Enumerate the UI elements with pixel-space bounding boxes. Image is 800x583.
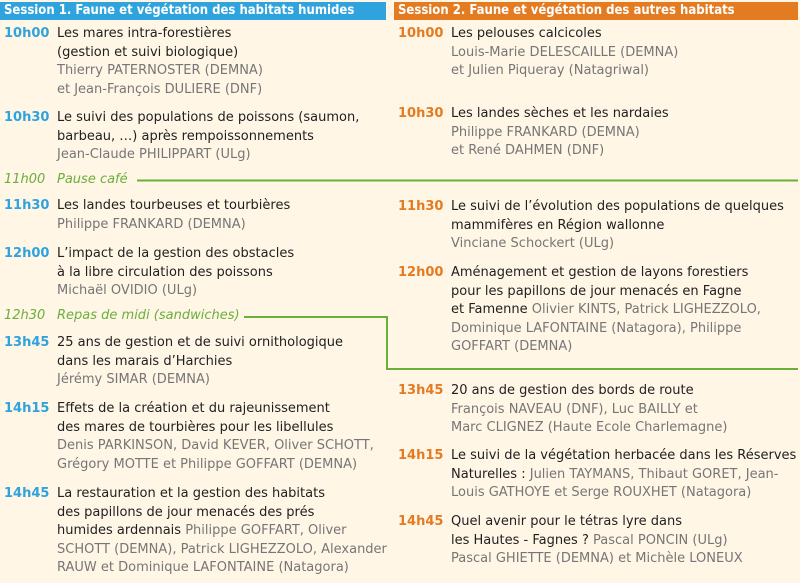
item-time: 12h00 (4, 246, 50, 261)
speaker-name: Marc CLIGNEZ (Haute Ecole Charlemagne) (451, 420, 728, 435)
speaker-name: Louis-Marie DELESCAILLE (DEMNA) (451, 44, 679, 60)
item-time: 10h30 (4, 110, 50, 125)
talk-title: mammifères en Région wallonne (451, 217, 665, 233)
item-line (451, 301, 800, 320)
speaker-name: Louis GATHOYE et Serge ROUXHET (Natagora) (451, 485, 752, 500)
item-time: 10h00 (4, 26, 50, 41)
talk-title: Quel avenir pour le tétras lyre dans (451, 514, 682, 529)
speaker-name: Philippe GOFFART, Oliver (185, 523, 347, 538)
speaker-name: GOFFART (DEMNA) (451, 339, 573, 354)
speaker-name: Pascal PONCIN (ULg) (593, 532, 728, 548)
item-body (451, 513, 800, 569)
item-time: 11h30 (398, 199, 444, 214)
talk-title: les Hautes - Fagnes ? (451, 532, 593, 548)
talk-title: (gestion et suivi biologique) (57, 44, 239, 60)
talk-title: Le suivi de l’évolution des populations de quelques (451, 199, 784, 214)
item-time: 10h00 (398, 26, 444, 41)
item-line (451, 320, 800, 339)
talk-title: L’impact de la gestion des obstacles (57, 246, 295, 261)
item-line (57, 559, 387, 578)
item-line (451, 338, 800, 357)
talk-title: La restauration et la gestion des habitats (57, 486, 325, 501)
talk-title: Aménagement et gestion de layons forestiers (451, 265, 749, 280)
talk-title: Les landes tourbeuses et tourbières (57, 198, 291, 213)
item-time: 10h30 (398, 106, 444, 121)
item-line (451, 447, 800, 466)
item-line (57, 371, 387, 390)
item-line (57, 485, 387, 504)
item-line (57, 437, 387, 456)
talk-title: pour les papillons de jour menacés en Fagne (451, 283, 742, 299)
speaker-name: Jean-Claude PHILIPPART (ULg) (57, 147, 251, 162)
item-body (451, 198, 800, 254)
item-body (57, 400, 387, 474)
item-line (451, 105, 800, 124)
talk-title: barbeau, …) après rempoissonnements (57, 128, 314, 144)
item-body (57, 245, 387, 301)
talk-title: Le suivi de la végétation herbacée dans les Réserves (451, 448, 797, 463)
speaker-name: SCHOTT (DEMNA), Patrick LIGHEZZOLO, Alexander (57, 541, 387, 557)
item-time: 11h30 (4, 198, 50, 213)
speaker-name: Denis PARKINSON, David KEVER, Oliver SCHOTT, (57, 438, 374, 453)
item-body (57, 109, 387, 165)
item-line (451, 264, 800, 283)
talk-title: des mares de tourbières pour les libellules (57, 419, 334, 435)
item-time: 14h15 (4, 401, 50, 416)
item-line (57, 44, 387, 63)
speaker-name: Vinciane Schockert (ULg) (451, 236, 615, 251)
item-line (57, 216, 387, 235)
item-line (451, 142, 800, 161)
item-line (57, 353, 387, 372)
item-line (57, 146, 387, 165)
item-line (451, 217, 800, 236)
item-line (57, 400, 387, 419)
pause-time: 11h00 (4, 172, 46, 187)
item-line (451, 198, 800, 217)
item-body (57, 25, 387, 99)
item-line (451, 466, 800, 485)
speaker-name: Philippe FRANKARD (DEMNA) (451, 124, 640, 140)
item-body (57, 197, 387, 234)
item-body (451, 264, 800, 357)
item-line (57, 25, 387, 44)
speaker-name: RAUW et Dominique LAFONTAINE (Natagora) (57, 560, 349, 575)
item-body (451, 105, 800, 161)
item-line (57, 81, 387, 100)
item-line (451, 235, 800, 254)
session-1-header: Session 1. Faune et végétation des habitats humides (0, 2, 386, 20)
talk-title: humides ardennais (57, 523, 186, 538)
item-body (57, 334, 387, 390)
speaker-name: Olivier KINTS, Patrick LIGHEZZOLO, (531, 302, 761, 317)
item-line (57, 264, 387, 283)
item-line (57, 419, 387, 438)
item-line (57, 109, 387, 128)
item-body (57, 485, 387, 578)
speaker-name: Grégory MOTTE et Philippe GOFFART (DEMNA) (57, 456, 358, 472)
speaker-name: François NAVEAU (DNF), Luc BAILLY et (451, 401, 698, 417)
item-line (57, 522, 387, 541)
item-line (57, 541, 387, 560)
talk-title: Naturelles : (451, 466, 530, 482)
item-line (451, 484, 800, 503)
speaker-name: Philippe FRANKARD (DEMNA) (57, 216, 246, 232)
talk-title: Les mares intra-forestières (57, 26, 232, 41)
session-2-header: Session 2. Faune et végétation des autres habitats (394, 2, 798, 20)
speaker-name: Dominique LAFONTAINE (Natagora), Philippe (451, 320, 742, 336)
item-body (451, 382, 800, 438)
item-line (57, 62, 387, 81)
item-time: 14h45 (4, 486, 50, 501)
item-line (451, 532, 800, 551)
talk-title: Effets de la création et du rajeunissement (57, 401, 330, 416)
item-time: 13h45 (398, 383, 444, 398)
item-time: 14h45 (398, 514, 444, 529)
item-line (57, 197, 387, 216)
speaker-name: et Julien Piqueray (Natagriwal) (451, 63, 650, 78)
item-line (57, 245, 387, 264)
item-time: 13h45 (4, 335, 50, 350)
item-line (57, 334, 387, 353)
speaker-name: Pascal GHIETTE (DEMNA) et Michèle LONEUX (451, 551, 743, 566)
speaker-name: et Jean-François DULIERE (DNF) (57, 81, 263, 97)
item-line (57, 456, 387, 475)
item-body (451, 447, 800, 503)
speaker-name: Julien TAYMANS, Thibaut GORET, Jean- (529, 466, 779, 482)
item-time: 14h15 (398, 448, 444, 463)
talk-title: et Famenne (451, 302, 532, 317)
item-line (451, 382, 800, 401)
speaker-name: Michaël OVIDIO (ULg) (57, 283, 198, 298)
item-line (451, 419, 800, 438)
talk-title: à la libre circulation des poissons (57, 264, 273, 280)
item-line (451, 124, 800, 143)
lunch-label: Repas de midi (sandwiches) (57, 308, 240, 323)
talk-title: 25 ans de gestion et de suivi ornithologique (57, 335, 344, 350)
item-body (451, 25, 800, 81)
talk-title: dans les marais d’Harchies (57, 353, 233, 369)
item-line (451, 62, 800, 81)
item-line (451, 513, 800, 532)
item-line (57, 128, 387, 147)
talk-title: Les landes sèches et les nardaies (451, 106, 669, 121)
item-line (451, 550, 800, 569)
item-line (451, 401, 800, 420)
speaker-name: Jérémy SIMAR (DEMNA) (57, 372, 210, 387)
talk-title: 20 ans de gestion des bords de route (451, 383, 694, 398)
item-line (57, 504, 387, 523)
talk-title: Les pelouses calcicoles (451, 26, 602, 41)
speaker-name: et René DAHMEN (DNF) (451, 143, 605, 158)
talk-title: Le suivi des populations de poissons (saumon, (57, 110, 360, 125)
item-line (451, 25, 800, 44)
item-line (451, 44, 800, 63)
lunch-time: 12h30 (4, 308, 46, 323)
pause-label: Pause café (57, 172, 128, 187)
item-line (57, 282, 387, 301)
talk-title: des papillons de jour menacés des prés (57, 504, 315, 520)
item-time: 12h00 (398, 265, 444, 280)
item-line (451, 283, 800, 302)
speaker-name: Thierry PATERNOSTER (DEMNA) (57, 63, 263, 78)
